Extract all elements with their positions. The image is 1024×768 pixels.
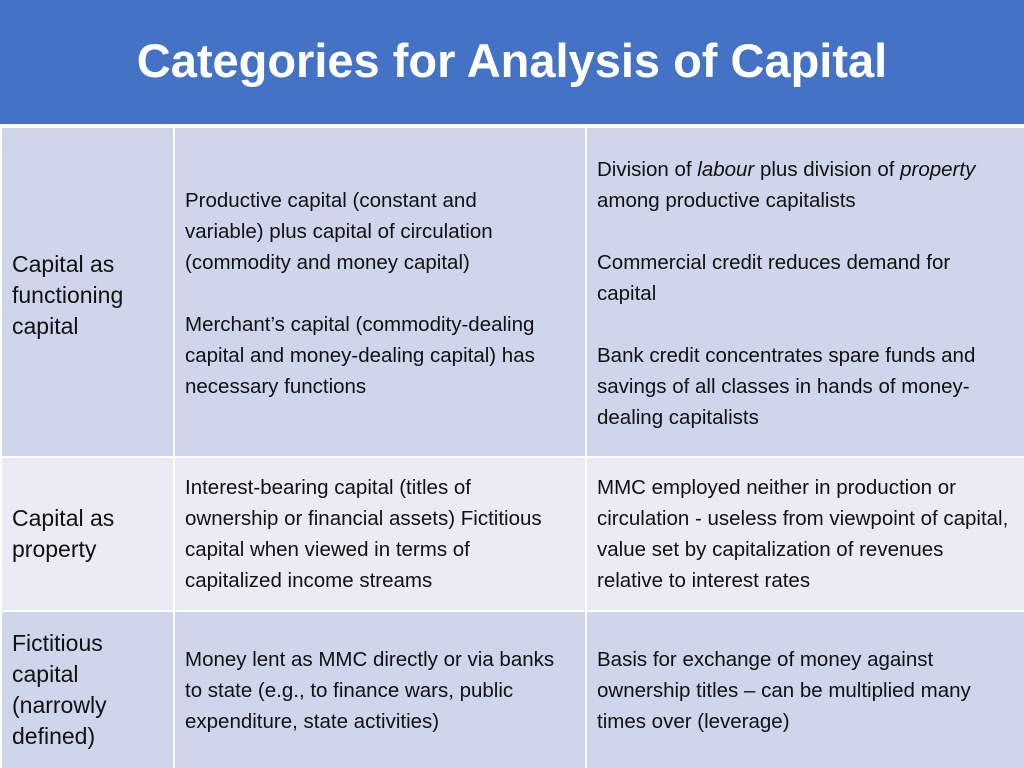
- row-header-property: [1, 457, 174, 611]
- cell-property-notes: [586, 457, 1024, 611]
- cell-functioning-capital-notes: [586, 127, 1024, 457]
- cell-paragraph: Commercial credit reduces demand for capital: [597, 250, 951, 305]
- cell-paragraph: MMC employed neither in production or circulation - useless from viewpoint of capital, value set by capitalization of revenues relative to interest rates: [597, 476, 1009, 592]
- cell-paragraph: Interest-bearing capital (titles of ownership or financial assets) Fictitious capital when viewed in terms of capitalized income streams: [185, 476, 542, 592]
- cell-paragraph-division: [597, 154, 1002, 216]
- cell-paragraph: Merchant’s capital (commodity-dealing capital and money-dealing capital) has necessary functions: [185, 312, 535, 398]
- cell-fictitious-capital-forms: [174, 611, 586, 768]
- capital-categories-table: [0, 126, 1024, 768]
- row-header-text: Fictitious capital (narrowly defined): [12, 630, 107, 749]
- cell-paragraph: Money lent as MMC directly or via banks to state (e.g., to finance wars, public expenditure, state activities): [185, 647, 555, 733]
- table-row: [1, 127, 1024, 457]
- cell-functioning-capital-forms: [174, 127, 586, 457]
- cell-paragraph: Bank credit concentrates spare funds and savings of all classes in hands of money-dealing capitalists: [597, 343, 976, 429]
- emphasis-property: property: [900, 157, 976, 181]
- table-row: [1, 611, 1024, 768]
- table-row: [1, 457, 1024, 611]
- title-bar: [0, 0, 1024, 124]
- text-segment: among productive capitalists: [597, 188, 856, 212]
- text-segment: plus division of: [754, 157, 901, 181]
- row-header-text: Capital as property: [12, 505, 115, 562]
- cell-fictitious-capital-notes: [586, 611, 1024, 768]
- row-header-text: Capital as functioning capital: [12, 250, 124, 339]
- cell-paragraph: Productive capital (constant and variable) plus capital of circulation (commodity and money capital): [185, 188, 493, 274]
- slide-title: Categories for Analysis of Capital: [136, 33, 888, 87]
- emphasis-labour: labour: [697, 157, 755, 181]
- cell-paragraph: Basis for exchange of money against ownership titles – can be multiplied many times over (leverage): [597, 647, 971, 733]
- cell-property-forms: [174, 457, 586, 611]
- row-header-fictitious-capital: [1, 611, 174, 768]
- text-segment: Division of: [597, 157, 698, 181]
- row-header-functioning-capital: [1, 127, 174, 457]
